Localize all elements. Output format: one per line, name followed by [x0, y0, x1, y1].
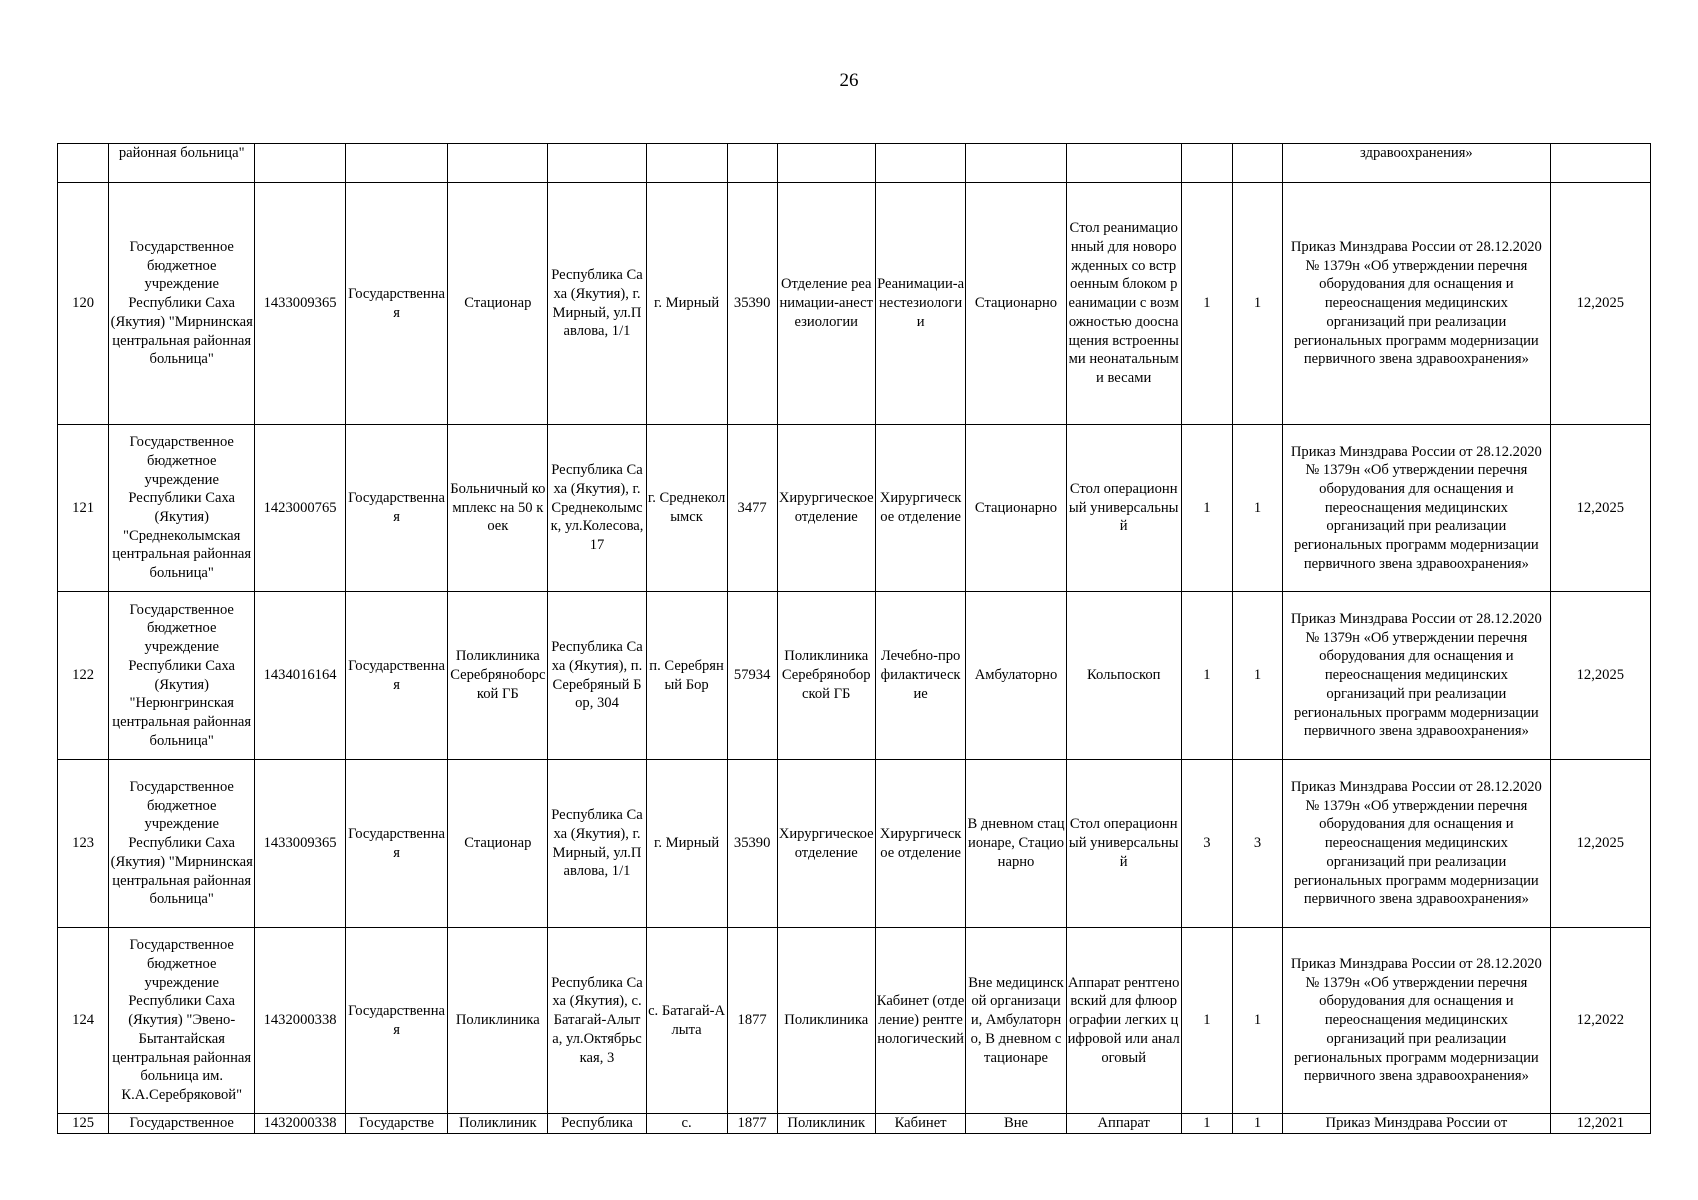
cell-qty1: 1 — [1181, 1114, 1232, 1134]
cell-qty1: 1 — [1181, 928, 1232, 1114]
cell-unit: Отделение реанимации-анестезиологии — [777, 183, 875, 425]
cell-profile: Хирургическое отделение — [875, 760, 966, 928]
cell-date — [1550, 144, 1650, 183]
cell-qty2: 1 — [1232, 592, 1282, 760]
cell-inn — [255, 144, 346, 183]
cell-org: Государственное бюджетное учреждение Республики Саха (Якутия) "Мирнинская центральная районная больница" — [109, 183, 255, 425]
cell-type: Стационар — [448, 183, 548, 425]
cell-locality: г. Среднеколымск — [646, 425, 727, 592]
cell-address: Республика — [548, 1114, 646, 1134]
cell-profile: Хирургическое отделение — [875, 425, 966, 592]
cell-equipment: Аппарат — [1066, 1114, 1181, 1134]
cell-address: Республика Саха (Якутия), с. Батагай-Алыта, ул.Октябрьская, 3 — [548, 928, 646, 1114]
table-row — [58, 183, 1651, 425]
cell-num: 120 — [58, 183, 109, 425]
cell-org: районная больница" — [109, 144, 255, 183]
cell-qty2: 1 — [1232, 1114, 1282, 1134]
cell-address: Республика Саха (Якутия), г. Мирный, ул.Павлова, 1/1 — [548, 760, 646, 928]
cell-condition: Стационарно — [966, 425, 1066, 592]
cell-profile: Лечебно-профилактические — [875, 592, 966, 760]
cell-date: 12,2025 — [1550, 425, 1650, 592]
cell-unit: Хирургическое отделение — [777, 760, 875, 928]
cell-type: Поликлиника Серебряноборской ГБ — [448, 592, 548, 760]
table-row — [58, 928, 1651, 1114]
cell-locality — [646, 144, 727, 183]
cell-org: Государственное бюджетное учреждение Республики Саха (Якутия) "Мирнинская центральная районная больница" — [109, 760, 255, 928]
cell-num: 125 — [58, 1114, 109, 1134]
cell-condition: Амбулаторно — [966, 592, 1066, 760]
cell-type: Поликлиник — [448, 1114, 548, 1134]
table-row — [58, 144, 1651, 183]
cell-org: Государственное бюджетное учреждение Республики Саха (Якутия) "Эвено-Бытантайская центральная районная больница им. К.А.Серебряковой" — [109, 928, 255, 1114]
cell-equipment: Аппарат рентгеновский для флюорографии легких цифровой или аналоговый — [1066, 928, 1181, 1114]
cell-qty1 — [1181, 144, 1232, 183]
cell-inn: 1432000338 — [255, 928, 346, 1114]
cell-num: 121 — [58, 425, 109, 592]
cell-org: Государственное бюджетное учреждение Республики Саха (Якутия) "Среднеколымская центральная районная больница" — [109, 425, 255, 592]
cell-doc: Приказ Минздрава России от 28.12.2020 № 1379н «Об утверждении перечня оборудования для оснащения и переоснащения медицинских организаций при реализации региональных программ модернизации первичного звена здравоохранения» — [1283, 425, 1551, 592]
cell-qty1: 1 — [1181, 425, 1232, 592]
cell-form — [345, 144, 447, 183]
cell-qty1: 3 — [1181, 760, 1232, 928]
cell-date: 12,2021 — [1550, 1114, 1650, 1134]
cell-form: Государственная — [345, 425, 447, 592]
cell-date: 12,2025 — [1550, 183, 1650, 425]
cell-condition — [966, 144, 1066, 183]
cell-address: Республика Саха (Якутия), п. Серебряный Бор, 304 — [548, 592, 646, 760]
cell-doc: Приказ Минздрава России от 28.12.2020 № 1379н «Об утверждении перечня оборудования для оснащения и переоснащения медицинских организаций при реализации региональных программ модернизации первичного звена здравоохранения» — [1283, 928, 1551, 1114]
cell-doc: Приказ Минздрава России от 28.12.2020 № 1379н «Об утверждении перечня оборудования для оснащения и переоснащения медицинских организаций при реализации региональных программ модернизации первичного звена здравоохранения» — [1283, 183, 1551, 425]
cell-num — [58, 144, 109, 183]
cell-inn: 1423000765 — [255, 425, 346, 592]
cell-profile — [875, 144, 966, 183]
cell-inn: 1433009365 — [255, 760, 346, 928]
cell-type: Стационар — [448, 760, 548, 928]
cell-qty1: 1 — [1181, 183, 1232, 425]
cell-profile: Кабинет — [875, 1114, 966, 1134]
cell-inn: 1433009365 — [255, 183, 346, 425]
cell-code: 35390 — [727, 760, 777, 928]
cell-date: 12,2025 — [1550, 592, 1650, 760]
cell-equipment: Стол реанимационный для новорожденных со встроенным блоком реанимации с возможностью дооснащения встроенными неонатальными весами — [1066, 183, 1181, 425]
cell-org: Государственное — [109, 1114, 255, 1134]
cell-locality: п. Серебряный Бор — [646, 592, 727, 760]
cell-equipment: Стол операционный универсальный — [1066, 760, 1181, 928]
cell-form: Государственная — [345, 928, 447, 1114]
cell-code: 57934 — [727, 592, 777, 760]
cell-code: 35390 — [727, 183, 777, 425]
cell-unit: Поликлиника — [777, 928, 875, 1114]
cell-org: Государственное бюджетное учреждение Республики Саха (Якутия) "Нерюнгринская центральная районная больница" — [109, 592, 255, 760]
cell-inn: 1434016164 — [255, 592, 346, 760]
cell-condition: Стационарно — [966, 183, 1066, 425]
cell-code: 1877 — [727, 928, 777, 1114]
cell-address: Республика Саха (Якутия), г. Мирный, ул.Павлова, 1/1 — [548, 183, 646, 425]
cell-type: Поликлиника — [448, 928, 548, 1114]
cell-locality: с. Батагай-Алыта — [646, 928, 727, 1114]
cell-condition: В дневном стационаре, Стационарно — [966, 760, 1066, 928]
cell-inn: 1432000338 — [255, 1114, 346, 1134]
cell-doc: Приказ Минздрава России от — [1283, 1114, 1551, 1134]
cell-equipment: Кольпоскоп — [1066, 592, 1181, 760]
cell-condition: Вне медицинской организации, Амбулаторно, В дневном стационаре — [966, 928, 1066, 1114]
cell-date: 12,2022 — [1550, 928, 1650, 1114]
cell-locality: с. — [646, 1114, 727, 1134]
table-row — [58, 425, 1651, 592]
cell-form: Государственная — [345, 592, 447, 760]
cell-num: 122 — [58, 592, 109, 760]
cell-qty2: 3 — [1232, 760, 1282, 928]
cell-code: 1877 — [727, 1114, 777, 1134]
cell-address — [548, 144, 646, 183]
cell-profile: Реанимации-анестезиологии — [875, 183, 966, 425]
cell-doc: здравоохранения» — [1283, 144, 1551, 183]
cell-doc: Приказ Минздрава России от 28.12.2020 № 1379н «Об утверждении перечня оборудования для оснащения и переоснащения медицинских организаций при реализации региональных программ модернизации первичного звена здравоохранения» — [1283, 760, 1551, 928]
cell-unit: Поликлиник — [777, 1114, 875, 1134]
cell-qty2: 1 — [1232, 183, 1282, 425]
cell-equipment — [1066, 144, 1181, 183]
table-row — [58, 760, 1651, 928]
cell-locality: г. Мирный — [646, 760, 727, 928]
page-number: 26 — [839, 70, 859, 91]
cell-unit — [777, 144, 875, 183]
cell-qty2: 1 — [1232, 928, 1282, 1114]
cell-equipment: Стол операционный универсальный — [1066, 425, 1181, 592]
cell-unit: Хирургическое отделение — [777, 425, 875, 592]
equipment-table — [57, 143, 1651, 1134]
cell-doc: Приказ Минздрава России от 28.12.2020 № 1379н «Об утверждении перечня оборудования для оснащения и переоснащения медицинских организаций при реализации региональных программ модернизации первичного звена здравоохранения» — [1283, 592, 1551, 760]
cell-num: 123 — [58, 760, 109, 928]
cell-type — [448, 144, 548, 183]
cell-form: Государственная — [345, 183, 447, 425]
cell-qty1: 1 — [1181, 592, 1232, 760]
cell-date: 12,2025 — [1550, 760, 1650, 928]
cell-address: Республика Саха (Якутия), г. Среднеколымск, ул.Колесова, 17 — [548, 425, 646, 592]
cell-profile: Кабинет (отделение) рентгенологический — [875, 928, 966, 1114]
cell-qty2: 1 — [1232, 425, 1282, 592]
cell-qty2 — [1232, 144, 1282, 183]
cell-type: Больничный комплекс на 50 коек — [448, 425, 548, 592]
cell-form: Государстве — [345, 1114, 447, 1134]
cell-num: 124 — [58, 928, 109, 1114]
cell-form: Государственная — [345, 760, 447, 928]
cell-unit: Поликлиника Серебряноборской ГБ — [777, 592, 875, 760]
table-row — [58, 1114, 1651, 1134]
table-row — [58, 592, 1651, 760]
cell-locality: г. Мирный — [646, 183, 727, 425]
cell-code — [727, 144, 777, 183]
cell-code: 3477 — [727, 425, 777, 592]
cell-condition: Вне — [966, 1114, 1066, 1134]
